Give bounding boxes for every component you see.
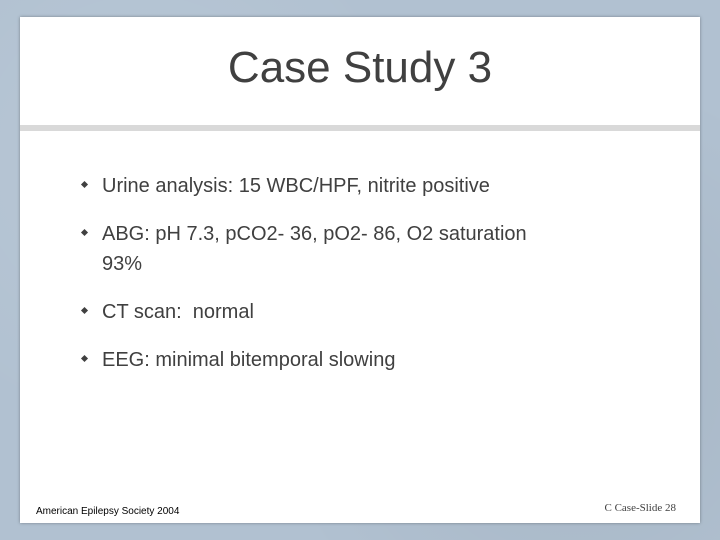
bullet-list xyxy=(78,171,638,393)
diamond-bullet-icon xyxy=(81,229,88,236)
bullet-item xyxy=(78,171,638,201)
diamond-bullet-icon xyxy=(81,355,88,362)
bullet-item xyxy=(78,345,638,375)
slide xyxy=(20,17,700,523)
slide-title: Case Study 3 xyxy=(227,43,493,92)
title-area xyxy=(20,17,700,125)
bullet-text: CT scan: normal xyxy=(102,301,254,323)
bullet-text: ABG: pH 7.3, pCO2- 36, pO2- 86, O2 saturation 93% xyxy=(102,223,527,275)
footer-source: American Epilepsy Society 2004 xyxy=(36,506,180,517)
title-divider xyxy=(20,125,700,131)
bullet-text: Urine analysis: 15 WBC/HPF, nitrite positive xyxy=(102,175,490,197)
bullet-item xyxy=(78,219,638,279)
footer-slide-number: C Case-Slide 28 xyxy=(604,502,676,514)
diamond-bullet-icon xyxy=(81,181,88,188)
diamond-bullet-icon xyxy=(81,307,88,314)
bullet-item xyxy=(78,297,638,327)
bullet-text: EEG: minimal bitemporal slowing xyxy=(102,349,396,371)
